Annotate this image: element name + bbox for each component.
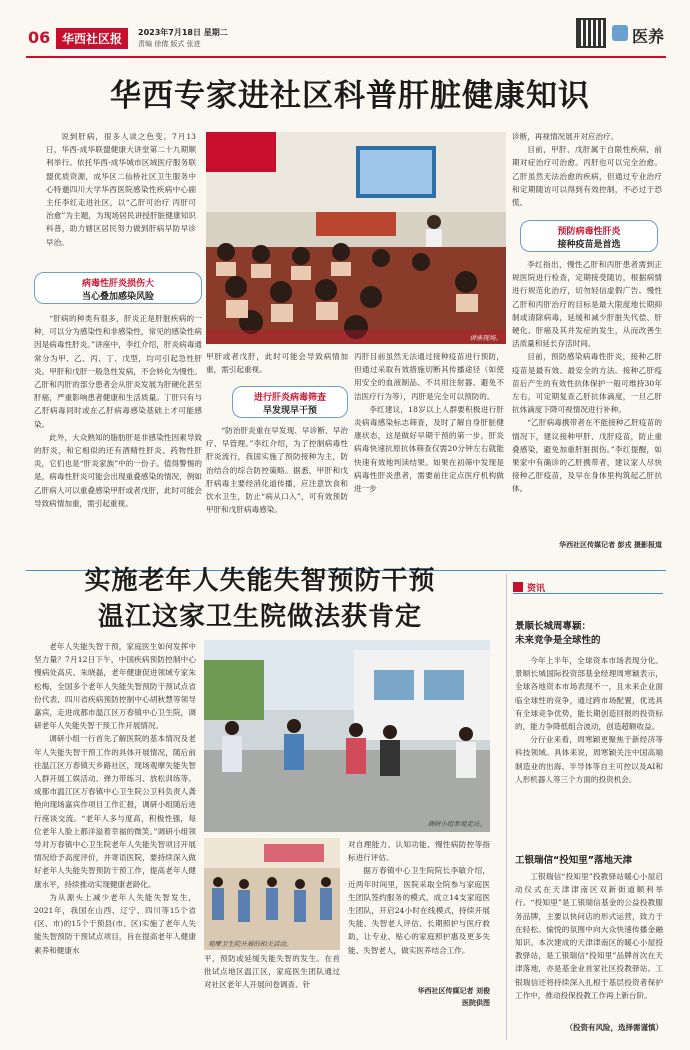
news-item2-body — [515, 870, 663, 1020]
qr-code-icon — [576, 18, 606, 48]
news-item1-title2: 未来竞争是全球性的 — [515, 635, 601, 646]
survey-photo-illustration — [204, 640, 490, 832]
article2-body-2: 调研小组一行首先了解医院的基本情况及老年人失能失智干预工作的具体开展情况，随后前往温江区万春镇天乡路社区，现场观摩失能失智人群开展工娱活动、弹力带练习、放松训练等。成都市温江区万春镇中心卫生院公卫科负责人龚艳向现场嘉宾作项目工作汇报，调研小组随后进行座谈交流。“老年人多与度高，积极性强，每位老年人脸上都洋溢着幸福的微笑。”调研小组领导对万春镇中心卫生院老年人失能失智项目开展情况给予高度评价，并寄语医院，要持续深入做好老年人失能失智预防干预工作，提高老年人健康水平，持续推动实现健康老龄化。 — [34, 734, 196, 889]
date-line: 2023年7月18日 星期二 — [138, 28, 228, 37]
article1-body-4: 丙肝目前虽然无法通过接种疫苗进行预防，但通过采取有效措施切断其传播途径（如使用安全的血液制品、不共用注射器、避免不洁医疗行为等），丙肝是完全可以预防的。 — [354, 352, 504, 401]
news-item2-title: 工银瑞信“投知里”落地天津 — [515, 855, 632, 866]
lecture-photo-illustration — [206, 132, 506, 344]
article1-column-2a — [206, 350, 348, 378]
news-tag — [513, 582, 663, 594]
page-number: 06 — [28, 28, 51, 47]
article1-body-6: 诊断，再视情况展开对应治疗。 — [512, 132, 619, 141]
article1-body-9: 目前，预防感染病毒性肝炎，接种乙肝疫苗是最有效、最安全的方法。接种乙肝疫苗后产生的有效性抗体保护一般可维持30年左右，可定期复查乙肝抗体滴度，一旦乙肝抗体滴度下降可视情况进行补种。 — [512, 352, 662, 415]
section-title: 医养 — [632, 27, 665, 46]
news-item1-p1: 今年上半年，全球资本市场表现分化。景顺长城国际投资部基金经理周寒颖表示，全球各地资本市场表现不一，且未来企业面临全球性的竞争，通过跨市场配置，优选具有全球竞争优势，能长期创造回报的投资标的，能力争降低组合波动，创造超额收益。 — [515, 656, 663, 732]
article1-column-4b — [512, 258, 662, 516]
subhead-3-red: 预防病毒性肝炎 — [557, 227, 621, 237]
article1-column-3 — [354, 350, 504, 566]
news-item1-title: 景顺长城周專颖： — [515, 621, 592, 632]
article2-body-5: 对自理能力、认知功能、慢性病防控等指标进行评估。 — [348, 840, 490, 863]
news-item2-p1: 工银瑞信“投知里”投教驿站暖心小屋启动仪式在天津津南区双新街道顺利举行。“投知里”是工银瑞信基金的公益投教服务品牌，主要以快问店的形式运营，致力于在轻松、愉悦的氛围中向大众快速传播金融知识。本次建成的天津津南区的暖心小屋投教驿站，是工银瑞信“投知里”品牌首次在天津落地，亦是基金业首家社区投教驿站。工银瑞信还将持续深入扎根于基层投资者保护工作中，推动投保投教工作再上新台阶。 — [515, 872, 663, 1000]
lecture-photo — [206, 132, 506, 344]
article2-headline-line1: 实施老年人失能失智预防干预 — [84, 566, 436, 596]
article2-column-2 — [204, 952, 340, 996]
article1-subhead-1 — [34, 272, 202, 304]
article1-subhead-3 — [520, 220, 658, 252]
article1-intro: 说到肝病，很多人谈之色变。7月13日，华西-成华联盟健康大讲堂第二十九期顺利举行。依托华西-成华城市区域医疗服务联盟优质资源，成华区二仙桥社区卫生服务中心特邀四川大学华西医院感染性疾病中心副主任李红走进社区，以“乙肝可治疗 丙肝可治愈”为主题，为现场居民讲授肝脏健康知识科普，助力辖区居民努力做到肝病早防早诊早治。 — [46, 132, 196, 247]
article1-column-4a — [512, 130, 662, 212]
news-tag-icon — [513, 582, 523, 592]
subhead-1-red: 病毒性肝炎损伤大 — [81, 279, 154, 289]
section-badge-icon — [612, 25, 628, 41]
news-disclaimer: （投资有风险，选择需谨慎） — [565, 1023, 663, 1032]
article1-body-2-cont: 甲肝或者戊肝，此时可能会导致病情加重，需引起重视。 — [206, 352, 348, 375]
article2-column-3 — [348, 838, 490, 988]
article2-body-3: 为从源头上减少老年人失能失智发生，2021年，我国在山西、辽宁、四川等15个省(区、市)的15个干预县(市、区)实施了老年人失能失智预防干预试点项目，旨在提高老年人健康素养和健康水 — [34, 892, 196, 955]
subhead-3-black: 接种疫苗是首选 — [557, 240, 621, 250]
survey-photo-caption: 调研小组参观走访。 — [427, 820, 486, 828]
article1-body-10: “乙肝病毒携带者在不能接种乙肝疫苗的情况下，建议接种甲肝、戊肝疫苗，防止重叠感染，避免加重肝脏损伤。”李红提醒，如果家中有确诊的乙肝携带者，建议家人尽快接种乙肝疫苗，及早在身体里构筑起乙肝抗体。 — [512, 418, 662, 494]
article2-credit-photo: 医院供图 — [462, 999, 490, 1007]
subhead-1-black: 当心叠加感染风险 — [81, 292, 154, 302]
article2-body-6: 据万春镇中心卫生院院长李敏介绍，近两年时间里，医院采取全院参与家庭医生团队签约服务的模式，成立14支家庭医生团队，开启24小时在线模式，持续开展失能、失智老人评估、长期照护与医疗救助，让专业、贴心的家庭照护惠及更多失能、失智老人，做实医养结合工作。 — [348, 866, 490, 955]
article2-column-1 — [34, 640, 196, 1040]
page-header — [26, 10, 666, 60]
subhead-2-red: 进行肝炎病毒筛查 — [253, 393, 326, 403]
article2-body-1: 老年人失能失智干预，家庭医生如何发挥中坚力量？7月12日下午，中国疾病预防控制中心慢病处高庆、朱晓磊，老年健康促进领域专家朱松梅，全国多个老年人失能失智预防干预试点省份代表、四川省疾病预防控制中心胡秋慧等领导嘉宾，走进成都市温江区万春镇中心卫生院，调研老年人失能失智干预工作开展情况。 — [34, 642, 196, 731]
article1-body-5: 李红建议，18岁以上人群要积极进行肝炎病毒感染标志筛查，及时了解自身肝脏健康状态，这是做好早期干预的第一步，肝炎病毒快速抗原抗体筛查仅需20分钟左右就能快速有效地判读结果。如果在初筛中发现是病毒性肝炎患者，需要前往定点医疗机构做进一步 — [354, 404, 504, 494]
article1-body-8: 李红指出，慢性乙肝和丙肝患者需到正规医院进行检查，定期接受随访，根据病情进行规范化治疗，切勿轻信虚假广告。慢性乙肝和丙肝治疗的目标是最大限度地长期抑制或清除病毒，延缓和减少肝脏失代偿、肝硬化、肝癌及其并发症的发生，从而改善生活质量和延长存活时间。 — [512, 260, 662, 349]
survey-photo — [204, 640, 490, 832]
news-item1-p2: 分行业来看，周寒颖更聚焦于新经济等科技领域。具体来说，周寒颖关注中国高端制造业的出海、半导体等自主可控以及AI和人形机器人等三个方面的投资机会。 — [515, 735, 663, 784]
header-rule — [26, 56, 666, 58]
article2-body-4: 平，预防或延缓失能失智的发生。在首批试点地区温江区，家庭医生团队通过对社区老年人开展问卷调查、针 — [204, 954, 340, 990]
article2-credit-reporter: 华西社区传媒记者 刘俊 — [417, 987, 490, 995]
lecture-photo-caption: 讲座现场。 — [469, 334, 502, 342]
activity-photo-illustration — [204, 838, 340, 950]
article1-column-1 — [46, 130, 196, 247]
article1-body-3: “防治肝炎重在早发现、早诊断、早治疗、早管理。”李红介绍，为了控制病毒性肝炎流行，我国实施了预防接种为主，防治结合的综合防控策略。据悉，甲肝和戊肝病毒主要经消化道传播，应注意饮食和饮水卫生，防止“病从口入”，可有效预防甲肝和戊肝病毒感染。 — [206, 426, 348, 515]
news-tag-label: 资讯 — [527, 584, 546, 594]
activity-photo-caption: 观摩卫生院开展的相关活动。 — [208, 940, 293, 948]
article1-credit: 华西社区传媒记者 彭戎 摄影报道 — [559, 541, 662, 549]
editor-line: 责编 徐倩 版式 张进 — [138, 40, 201, 48]
news-item1-body — [515, 654, 663, 844]
article2-headline-line2: 温江这家卫生院做法获肯定 — [97, 602, 422, 632]
article1-column-1b — [34, 312, 202, 568]
newspaper-brand: 华西社区报 — [56, 28, 128, 49]
article1-body-2: 此外，大众熟知的脂肪肝是非感染性因素导致的肝炎，和它相似的还有酒精性肝炎、药物性肝炎，它们也是“肝炎家族”中的一份子。值得警惕的是，病毒性肝炎可能会出现重叠感染的情况，例如乙肝病人可以重叠感染甲肝或者戊肝，此时可能会导致病情加重，需引起重视。 — [34, 432, 202, 508]
news-sidebar — [506, 574, 666, 1040]
article1-headline: 华西专家进社区科普肝脏健康知识 — [110, 78, 590, 114]
article1-body-1: “肝病的种类有很多，肝炎正是肝脏疾病的一种，可以分为感染性和非感染性，常见的感染性病因是病毒性肝炎。”讲座中，李红介绍，肝炎病毒通常分为甲、乙、丙、丁、戊型，均可引起急性肝炎。甲肝和戊肝一般急性发病，不会转化为慢性。乙肝和丙肝的部分患者会从肝炎发展为肝硬化甚至肝癌，严重影响患者健康和生活质量。丁肝只有与乙肝病毒同时或在乙肝病毒感染基础上才可能感染。 — [34, 314, 202, 429]
activity-photo — [204, 838, 340, 950]
article1-body-7: 目前，甲肝、戊肝属于自限性疾病，前期对症治疗可治愈。丙肝也可以完全治愈。乙肝虽然无法治愈的疾病，但通过专业治疗和定期随访可以得到有效控制，不必过于恐慌。 — [512, 145, 662, 208]
subhead-2-black: 早发现早干预 — [262, 406, 317, 416]
article1-subhead-2 — [232, 386, 348, 418]
article1-column-2b — [206, 424, 348, 564]
